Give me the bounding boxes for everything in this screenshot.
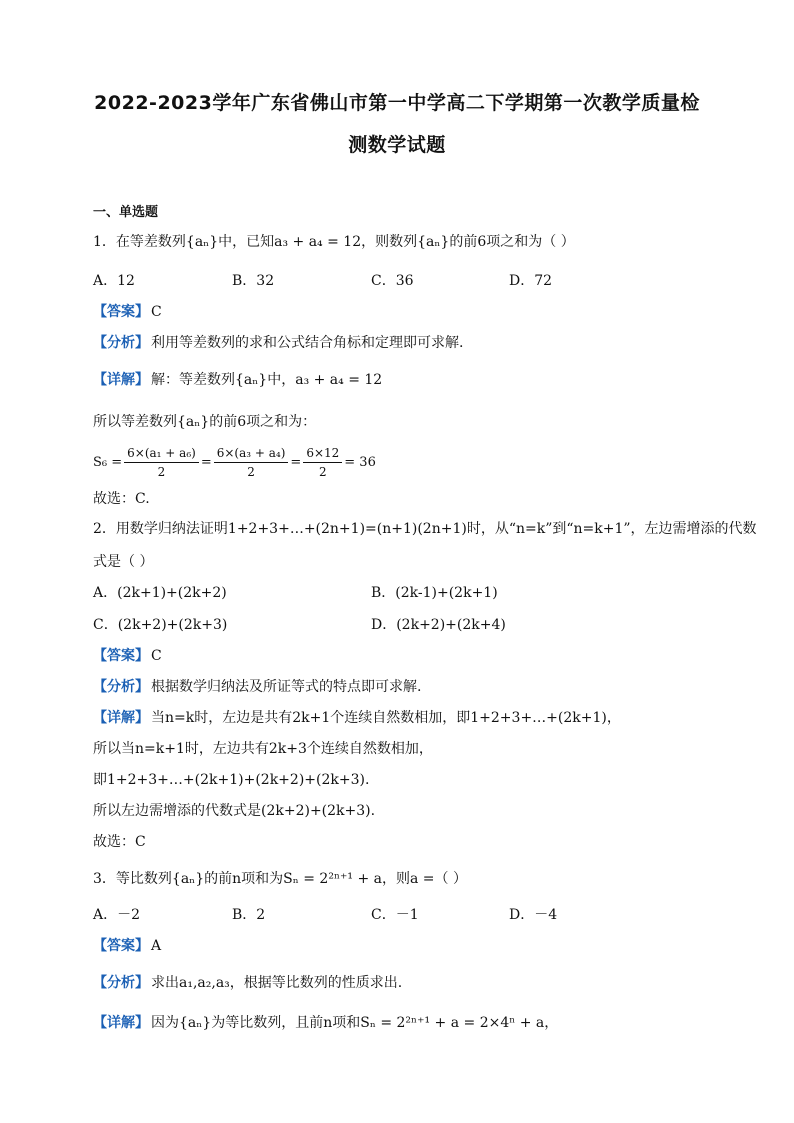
formula-equals-2: =: [290, 454, 302, 470]
formula-fraction-2: [214, 445, 289, 480]
q2-analysis: [93, 678, 421, 696]
q2-detail-text: 当n=k时，左边是共有2k+1个连续自然数相加，即1+2+3+…+(2k+1)，: [151, 710, 621, 726]
q2-detail: [93, 709, 621, 727]
formula-fraction-3: [303, 445, 342, 480]
formula-fraction-1: [124, 445, 199, 480]
q2-option-b: B．(2k-1)+(2k+1): [371, 585, 498, 601]
formula-lhs: S₆ =: [93, 454, 123, 470]
formula-rhs: = 36: [344, 454, 376, 470]
q3-option-a: A．－2: [93, 907, 141, 923]
q1-option-a: A．12: [93, 273, 135, 289]
q3-answer-value: A: [151, 938, 162, 954]
q3-option-c: C．－1: [371, 907, 419, 923]
detail-label: 【详解】: [93, 372, 149, 388]
q2-answer-value: C: [151, 648, 162, 664]
q2-analysis-text: 根据数学归纳法及所证等式的特点即可求解.: [151, 679, 422, 695]
analysis-label: 【分析】: [93, 335, 149, 351]
q1-stem: 1．在等差数列{aₙ}中，已知a₃ + a₄ = 12，则数列{aₙ}的前6项之和为（ ）: [93, 234, 575, 250]
q3-detail: [93, 1014, 558, 1032]
q2-option-a: A．(2k+1)+(2k+2): [93, 585, 227, 601]
document-title-line1: 2022-2023学年广东省佛山市第一中学高二下学期第一次教学质量检: [94, 92, 700, 114]
answer-label: 【答案】: [93, 304, 149, 320]
document-title-line2: 测数学试题: [348, 134, 446, 156]
q1-option-c: C．36: [371, 273, 414, 289]
q2-option-d: D．(2k+2)+(2k+4): [371, 617, 506, 633]
q1-conclusion: 故选：C.: [93, 491, 150, 507]
q1-detail-line2: 所以等差数列{aₙ}的前6项之和为：: [93, 414, 317, 430]
q3-option-d: D．－4: [509, 907, 558, 923]
q1-answer: [93, 303, 162, 321]
fraction-1-numerator: 6×(a₁ + a₆): [124, 445, 199, 463]
section-heading: 一、单选题: [93, 205, 159, 220]
q3-analysis-text: 求出a₁,a₂,a₃，根据等比数列的性质求出.: [151, 975, 403, 991]
q2-detail-line4: 所以左边需增添的代数式是(2k+2)+(2k+3).: [93, 803, 376, 819]
q3-answer: [93, 937, 161, 955]
q1-option-b: B．32: [232, 273, 275, 289]
q1-options: [93, 272, 703, 290]
fraction-2-denominator: 2: [247, 464, 255, 479]
q3-analysis: [93, 974, 402, 992]
q2-detail-line3: 即1+2+3+…+(2k+1)+(2k+2)+(2k+3).: [93, 772, 370, 788]
q2-answer: [93, 647, 162, 665]
analysis-label: 【分析】: [93, 975, 149, 991]
q1-analysis: [93, 334, 463, 352]
fraction-3-numerator: 6×12: [303, 445, 342, 463]
q3-detail-text: 因为{aₙ}为等比数列，且前n项和Sₙ = 2²ⁿ⁺¹ + a = 2×4ⁿ + a，: [151, 1015, 559, 1031]
formula-equals-1: =: [200, 454, 212, 470]
q1-formula: [93, 442, 376, 482]
fraction-1-denominator: 2: [157, 464, 166, 479]
answer-label: 【答案】: [93, 938, 149, 954]
q2-options-row1: [93, 584, 693, 602]
q3-stem: 3．等比数列{aₙ}的前n项和为Sₙ = 2²ⁿ⁺¹ + a，则a =（ ）: [93, 871, 467, 887]
answer-label: 【答案】: [93, 648, 149, 664]
q3-options: [93, 906, 703, 924]
fraction-2-numerator: 6×(a₃ + a₄): [214, 445, 289, 463]
q2-stem-line1: 2．用数学归纳法证明1+2+3+…+(2n+1)=(n+1)(2n+1)时，从“n=k”到“n=k+1”，左边需增添的代数: [93, 521, 757, 537]
fraction-3-denominator: 2: [318, 464, 327, 479]
analysis-label: 【分析】: [93, 679, 149, 695]
detail-label: 【详解】: [93, 710, 149, 726]
q2-stem-line2: 式是（ ）: [93, 554, 154, 570]
q2-detail-line2: 所以当n=k+1时，左边共有2k+3个连续自然数相加，: [93, 741, 433, 757]
q2-option-c: C．(2k+2)+(2k+3): [93, 617, 228, 633]
q3-option-b: B．2: [232, 907, 266, 923]
q1-analysis-text: 利用等差数列的求和公式结合角标和定理即可求解.: [151, 335, 464, 351]
q2-options-row2: [93, 616, 693, 634]
detail-label: 【详解】: [93, 1015, 149, 1031]
q2-conclusion: 故选：C: [93, 834, 146, 850]
q1-detail: [93, 371, 382, 389]
q1-detail-text: 解：等差数列{aₙ}中，a₃ + a₄ = 12: [151, 372, 383, 388]
q1-answer-value: C: [151, 304, 162, 320]
q1-option-d: D．72: [509, 273, 553, 289]
